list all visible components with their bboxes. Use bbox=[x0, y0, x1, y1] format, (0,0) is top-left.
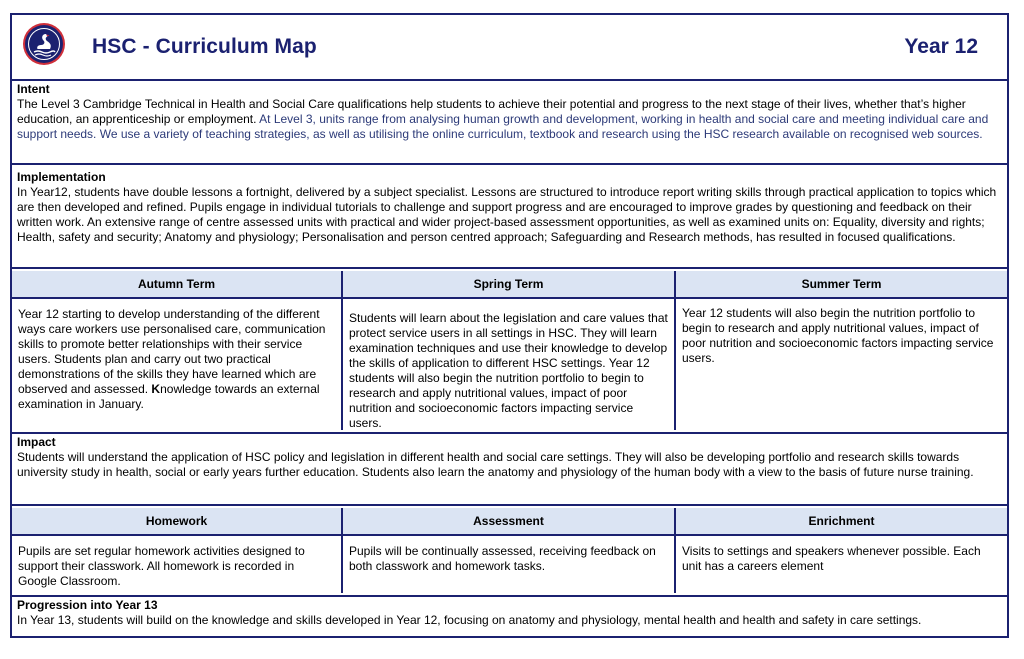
intent-heading: Intent bbox=[17, 82, 50, 96]
intent-section bbox=[12, 79, 1007, 165]
progression-section bbox=[12, 595, 1007, 638]
enrichment-header: Enrichment bbox=[676, 508, 1007, 536]
summer-term-header: Summer Term bbox=[676, 271, 1007, 299]
page-title: HSC - Curriculum Map bbox=[92, 35, 317, 58]
assessment-text: Pupils will be continually assessed, receiving feedback on both classwork and homework tasks. bbox=[343, 536, 676, 593]
autumn-term-text bbox=[12, 299, 343, 430]
impact-section bbox=[12, 432, 1007, 506]
homework-header: Homework bbox=[12, 508, 343, 536]
autumn-text-end: nowledge towards an external examination in January. bbox=[18, 382, 320, 411]
implementation-text: In Year12, students have double lessons a fortnight, delivered by a subject specialist. Lessons are structured to introduce report writing skills through practical application to topics which are then developed and refined. Pupils engage in individual tutorials to challenge and support progress and are encouraged to improve grades by questioning and feedback on their written work. An extensive range of centre assessed units with practical and wider project-based assessment opportunities, as well as examined units on: Equality, diversity and rights; Health, safety and security; Anatomy and physiology; Personalisation and person centred approach; Safeguarding and Research methods, has resulted in focused qualifications. bbox=[17, 185, 997, 244]
terms-content-row bbox=[12, 299, 1007, 434]
spring-term-text: Students will learn about the legislation and care values that protect service users in all settings in HSC. They will learn examination techniques and use their knowledge to develop the skills of application to different HSC settings. Year 12 students will also begin the nutrition portfolio to begin to research and apply nutritional values, impact of poor nutrition and socioeconomic factors impacting service users. bbox=[343, 299, 676, 430]
spring-term-header: Spring Term bbox=[343, 271, 676, 299]
autumn-term-header: Autumn Term bbox=[12, 271, 343, 299]
enrichment-text: Visits to settings and speakers whenever possible. Each unit has a careers element bbox=[682, 544, 981, 573]
impact-heading: Impact bbox=[17, 435, 56, 449]
intent-text-units: At Level 3, units range from analysing human growth and development, working in health and social care and meeting individual care and support needs. We use a variety of teaching strategies, as well as utilising the online curriculum, textbook and research using the HSC research available on recognised web sources. bbox=[17, 112, 989, 141]
autumn-text-bold-letter: K bbox=[151, 382, 161, 396]
intent-text-main: The Level 3 Cambridge Technical in Health and Social Care qualifications help students to achieve their potential and progress to the next stage of their lives, whether that’s higher education, an apprenticeship or employment. bbox=[17, 97, 966, 126]
autumn-text-main: Year 12 starting to develop understanding of the different ways care workers use personalised care, communication skills to promote better relationships with their service users. Students plan and carry out two practical demonstrations of the skills they have learned which are observed and assessed. bbox=[18, 307, 326, 396]
progression-text: In Year 13, students will build on the knowledge and skills developed in Year 12, focusing on anatomy and physiology, mental health and health and safety in care settings. bbox=[17, 613, 922, 627]
implementation-heading: Implementation bbox=[17, 170, 106, 184]
year-label: Year 12 bbox=[904, 35, 978, 58]
curriculum-map bbox=[10, 13, 1009, 638]
impact-text: Students will understand the application of HSC policy and legislation in different health and social care settings. They will also be developing portfolio and research skills towards university study in health, social or early years further education. Students also learn the anatomy and physiology of the human body with a view to the basis of future nurse training. bbox=[17, 450, 974, 479]
extras-header-row bbox=[12, 508, 1007, 536]
swan-logo-icon bbox=[25, 25, 63, 63]
homework-text: Pupils are set regular homework activities designed to support their classwork. All homework is recorded in Google Classroom. bbox=[12, 536, 343, 593]
summer-term-text: Year 12 students will also begin the nutrition portfolio to begin to research and apply nutritional values, impact of poor nutrition and socioeconomic factors impacting service users. bbox=[682, 306, 994, 365]
intent-text bbox=[17, 97, 1002, 142]
page-header bbox=[12, 15, 1007, 81]
implementation-section bbox=[12, 167, 1007, 269]
progression-heading: Progression into Year 13 bbox=[17, 598, 158, 612]
terms-header-row bbox=[12, 271, 1007, 299]
extras-content-row bbox=[12, 536, 1007, 597]
assessment-header: Assessment bbox=[343, 508, 676, 536]
